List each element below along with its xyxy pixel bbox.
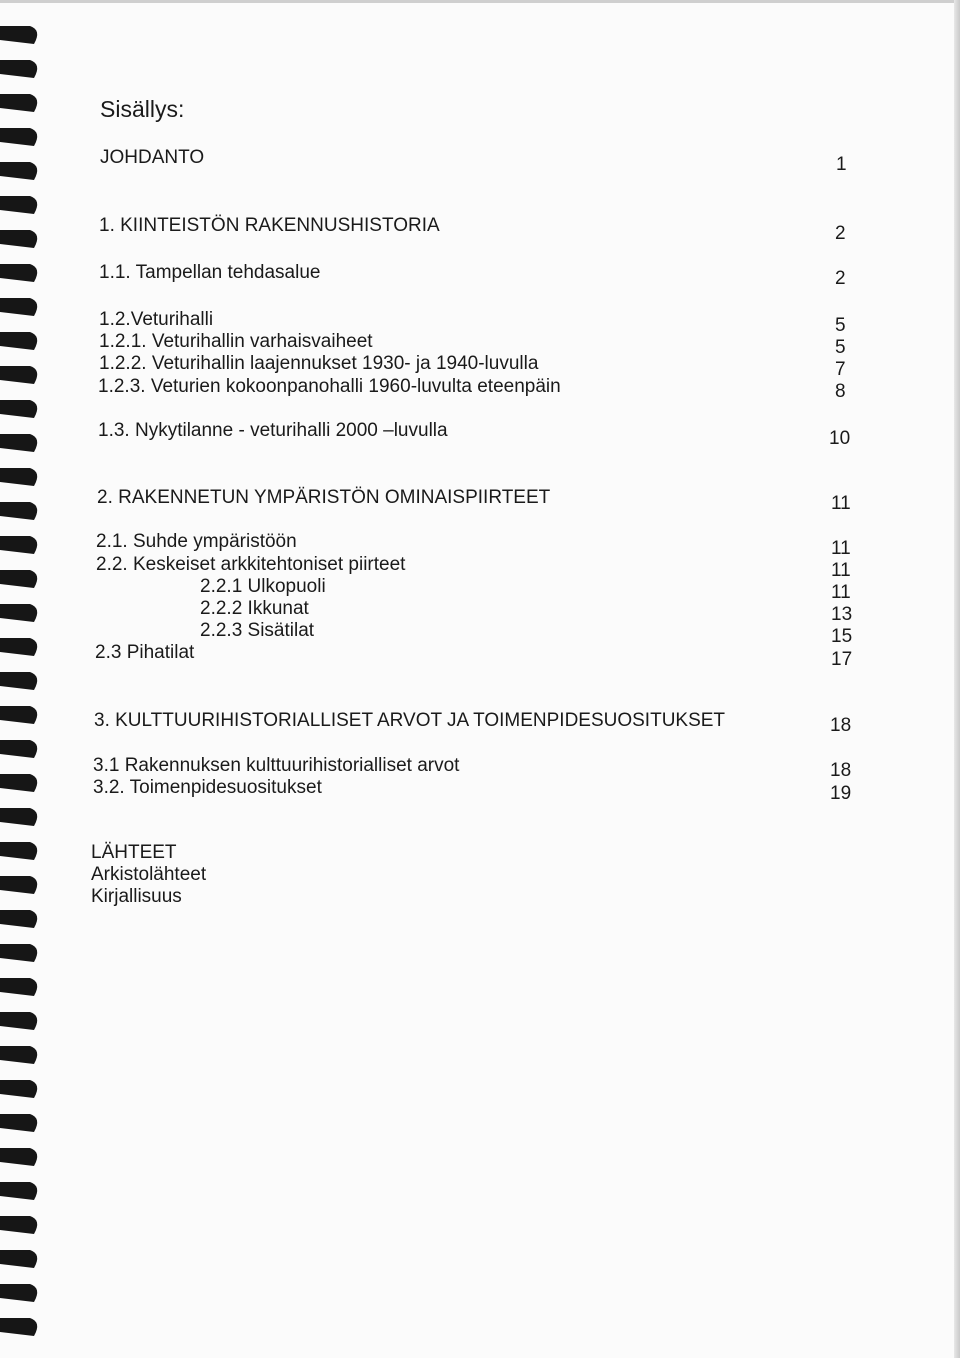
toc-entry-page: 8	[835, 381, 846, 402]
binding-coil	[0, 128, 37, 146]
binding-coil	[0, 366, 37, 384]
toc-entry-label: 2.3 Pihatilat	[95, 642, 195, 663]
binding-coil	[0, 162, 37, 180]
binding-coil	[0, 468, 37, 486]
sources-item: Kirjallisuus	[91, 886, 182, 907]
toc-entry-label: 1.2.2. Veturihallin laajennukset 1930- ja 1940-luvulla	[99, 353, 539, 374]
toc-entry-page: 7	[835, 359, 846, 380]
toc-heading: Sisällys:	[100, 96, 185, 122]
binding-coil	[0, 808, 37, 826]
toc-entry-label: 1.3. Nykytilanne - veturihalli 2000 –luvulla	[98, 420, 448, 441]
toc-entry-label: 2.1. Suhde ympäristöön	[96, 531, 297, 552]
binding-coil	[0, 60, 37, 78]
binding-coil	[0, 230, 37, 248]
toc-entry-page: 13	[831, 604, 853, 625]
binding-coil	[0, 978, 37, 996]
toc-entry-label: 2.2. Keskeiset arkkitehtoniset piirteet	[96, 554, 406, 575]
toc-entry-page: 18	[830, 715, 852, 736]
toc-entry-page: 5	[835, 315, 846, 336]
binding-coil	[0, 774, 37, 792]
binding-coil	[0, 1182, 37, 1200]
toc-entry-page: 2	[835, 268, 846, 289]
toc-entry-page: 18	[830, 760, 852, 781]
binding-coil	[0, 604, 37, 622]
toc-entry-page: 15	[831, 626, 853, 647]
binding-coil	[0, 1046, 37, 1064]
binding-coil	[0, 944, 37, 962]
binding-coil	[0, 876, 37, 894]
binding-coil	[0, 536, 37, 554]
page-right-edge	[954, 0, 960, 1358]
toc-entry-page: 11	[831, 582, 851, 603]
spiral-binding	[0, 0, 50, 1358]
toc-entry-label: 2.2.3 Sisätilat	[200, 620, 315, 641]
binding-coil	[0, 1216, 37, 1234]
binding-coil	[0, 638, 37, 656]
binding-coil	[0, 1012, 37, 1030]
toc-entry-label: 1.2.1. Veturihallin varhaisvaiheet	[99, 331, 373, 352]
toc-entry-label: 1. KIINTEISTÖN RAKENNUSHISTORIA	[99, 215, 440, 236]
binding-coil	[0, 1080, 37, 1098]
binding-coil	[0, 400, 37, 418]
binding-coil	[0, 1114, 37, 1132]
binding-coil	[0, 1250, 37, 1268]
binding-coil	[0, 196, 37, 214]
binding-coil	[0, 332, 37, 350]
binding-coil	[0, 842, 37, 860]
toc-entry-page: 17	[831, 649, 853, 670]
toc-entry-page: 1	[836, 154, 847, 175]
binding-coil	[0, 298, 37, 316]
binding-coil	[0, 740, 37, 758]
binding-coil	[0, 570, 37, 588]
toc-entry-label: 3.1 Rakennuksen kulttuurihistorialliset arvot	[93, 755, 460, 776]
binding-coil	[0, 434, 37, 452]
binding-coil	[0, 502, 37, 520]
toc-entry-label: 1.2.Veturihalli	[99, 309, 214, 330]
toc-entry-page: 11	[831, 493, 851, 514]
binding-coil	[0, 1148, 37, 1166]
binding-coil	[0, 672, 37, 690]
binding-coil	[0, 1284, 37, 1302]
toc-entry-label: 3.2. Toimenpidesuositukset	[93, 777, 322, 798]
toc-entry-page: 11	[831, 560, 851, 581]
binding-coil	[0, 26, 37, 44]
toc-entry-page: 10	[829, 428, 851, 449]
toc-entry-label: 1.2.3. Veturien kokoonpanohalli 1960-luvulta eteenpäin	[98, 376, 561, 397]
binding-coil	[0, 910, 37, 928]
toc-entry-page: 2	[835, 223, 846, 244]
binding-coil	[0, 1318, 37, 1336]
toc-entry-page: 19	[830, 783, 852, 804]
toc-entry-label: 1.1. Tampellan tehdasalue	[99, 262, 321, 283]
toc-entry-label: 2.2.2 Ikkunat	[200, 598, 309, 619]
binding-coil	[0, 94, 37, 112]
binding-coil	[0, 706, 37, 724]
sources-item: Arkistolähteet	[91, 864, 207, 885]
toc-entry-page: 11	[831, 538, 851, 559]
page-top-edge	[0, 0, 960, 3]
toc-entry-label: 3. KULTTUURIHISTORIALLISET ARVOT JA TOIMENPIDESUOSITUKSET	[94, 710, 726, 731]
toc-entry-page: 5	[835, 337, 846, 358]
sources-heading: LÄHTEET	[91, 842, 177, 863]
binding-coil	[0, 264, 37, 282]
toc-entry-label: 2. RAKENNETUN YMPÄRISTÖN OMINAISPIIRTEET	[97, 487, 551, 508]
toc-entry-label: 2.2.1 Ulkopuoli	[200, 576, 326, 597]
toc-entry-label: JOHDANTO	[100, 147, 205, 168]
